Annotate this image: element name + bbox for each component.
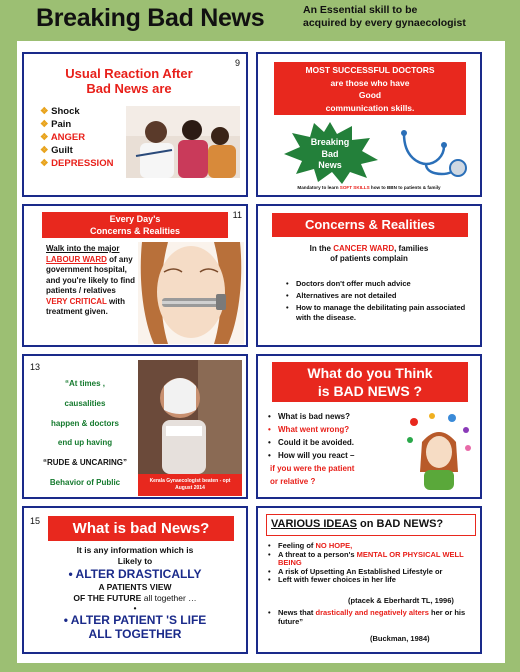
slide-usual-reaction — [22, 52, 248, 197]
list-item — [268, 576, 476, 585]
slide-number: 9 — [234, 58, 240, 68]
complaints-list — [286, 279, 472, 325]
alter-life-line-2: ALL TOGETHER — [88, 627, 182, 641]
reaction-label: ANGER — [50, 132, 86, 143]
injured-doctor-photo — [138, 360, 242, 474]
definition-line-4: A PATIENTS VIEW — [98, 582, 172, 592]
slide-causalities — [22, 354, 248, 499]
note-text-2: how to BBN to patients & family — [369, 185, 441, 190]
definition-line-5-tail: all together … — [141, 593, 197, 603]
photo-caption — [138, 474, 242, 496]
slide-concerns-realities — [256, 204, 482, 347]
list-item: • Could it be avoided. — [268, 436, 398, 449]
list-item: • How will you react – — [268, 449, 398, 462]
alter-drastically: • ALTER DRASTICALLY — [68, 567, 202, 581]
item-text: A risk of Upsetting An Established Lifestyle or — [278, 566, 443, 576]
note-text-1: Mandatory to learn — [297, 185, 340, 190]
banner-line-2: Concerns & Realities — [89, 225, 181, 236]
starburst-line-2: Bad — [321, 148, 339, 159]
banner-line-1: Every Day's — [109, 214, 161, 224]
diamond-bullet-icon: ❖ — [40, 145, 52, 156]
slide-number: 13 — [30, 362, 41, 372]
title-underlined: VARIOUS IDEAS — [271, 518, 357, 530]
slide-everyday-concerns — [22, 204, 248, 347]
starburst-label — [304, 137, 356, 172]
labour-ward-text — [46, 244, 136, 318]
thinking-woman-illustration — [404, 412, 474, 490]
item-text: Left with fewer choices in her life — [278, 575, 396, 585]
reaction-label: Guilt — [51, 145, 73, 156]
reaction-item — [40, 105, 113, 118]
question-line-2: or relative ? — [270, 477, 316, 486]
page-title: Breaking Bad News — [36, 4, 265, 32]
starburst-line-3: News — [318, 160, 342, 170]
title-line-1: Usual Reaction After — [65, 66, 193, 81]
banner-line-2: are those who have — [330, 77, 410, 88]
banner-line-2: is BAD NEWS ? — [317, 383, 423, 399]
slide-title — [24, 66, 234, 96]
cancer-ward-intro — [258, 244, 480, 264]
banner-line-3: Good — [358, 90, 382, 100]
note-highlight: SOFT SKILLS — [339, 185, 370, 190]
text-part-2: of any government hospital, and you're likely to find patients / relatives — [46, 254, 136, 295]
successful-doctors-banner — [274, 62, 466, 115]
diamond-bullet-icon: ❖ — [40, 132, 51, 143]
quote-line: causalities — [64, 398, 106, 408]
slide-various-ideas — [256, 506, 482, 654]
definition-line-5: OF THE FUTURE — [73, 593, 142, 603]
questions-list — [268, 410, 398, 462]
quote-line: “RUDE & UNCARING” — [43, 458, 127, 468]
definition-banner: What is bad News? — [48, 516, 234, 541]
everyday-concerns-banner — [42, 212, 228, 238]
list-item — [268, 551, 476, 568]
definition-line-1: It is any information which is — [76, 545, 194, 555]
banner-line-1: MOST SUCCESSFUL DOCTORS — [305, 65, 435, 75]
quote-line: “At times , — [64, 379, 105, 388]
item-text: A threat to a person's — [278, 549, 357, 559]
causalities-quote — [30, 374, 140, 493]
subtitle-line-1: An Essential skill to be — [303, 4, 418, 16]
patient-relative-question — [270, 462, 400, 488]
item-text: Feeling of — [278, 541, 316, 550]
list-item — [268, 609, 476, 626]
reaction-item — [40, 157, 113, 170]
title-rest: on BAD NEWS? — [356, 518, 444, 530]
slide-number: 11 — [232, 210, 242, 220]
intro-text-1: In the — [309, 244, 334, 253]
reaction-label: Shock — [51, 106, 80, 117]
intro-text-2: , families — [394, 244, 429, 253]
list-item: • What is bad news? — [268, 410, 398, 423]
caption-line-1: Kerala Gynaecologist beaten - opt — [149, 478, 231, 484]
text-highlight-1: LABOUR WARD — [46, 254, 107, 264]
slide-successful-doctors — [256, 52, 482, 197]
banner-line-4: communication skills. — [325, 102, 415, 113]
alter-life-line-1: • ALTER PATIENT 'S LIFE — [63, 613, 207, 627]
citation-ptacek: (ptacek & Eberhardt TL, 1996) — [348, 596, 454, 605]
quote-line: end up having — [57, 438, 113, 448]
reaction-list — [40, 105, 113, 170]
reaction-label: DEPRESSION — [51, 158, 114, 169]
reaction-item — [40, 118, 113, 131]
quote-line: Behavior of Public — [49, 477, 121, 487]
definition-line-2: Likely to — [117, 556, 153, 566]
list-item: • What went wrong? — [268, 423, 398, 436]
intro-highlight: CANCER WARD — [333, 244, 395, 253]
reaction-item — [40, 144, 113, 157]
title-line-2: Bad News are — [86, 81, 172, 96]
various-ideas-title — [266, 514, 476, 536]
citation-buckman: (Buckman, 1984) — [370, 634, 430, 643]
item-highlight: drastically and negatively alters — [315, 608, 429, 617]
slide-what-is-bad-news — [256, 354, 482, 499]
subtitle-line-2: acquired by every gynaecologist — [303, 17, 466, 29]
slide-definition — [22, 506, 248, 654]
reaction-label: Pain — [51, 119, 72, 130]
diamond-bullet-icon: ❖ — [40, 158, 52, 169]
text-part-1: Walk into the major — [46, 244, 120, 253]
question-line-1: if you were the patient — [270, 464, 355, 473]
diamond-bullet-icon: ❖ — [40, 119, 52, 130]
diamond-bullet-icon: ❖ — [40, 106, 52, 117]
caption-line-2: August 2014 — [175, 485, 205, 491]
item-text: News that — [278, 608, 316, 617]
list-item: • Doctors don't offer much advice — [286, 279, 472, 289]
text-highlight-2: VERY CRITICAL — [46, 296, 107, 306]
definition-bullet: • — [133, 604, 137, 613]
ideas-list — [268, 542, 476, 585]
slide-number: 15 — [30, 516, 41, 526]
concerns-banner: Concerns & Realities — [272, 213, 468, 237]
item-highlight: NO HOPE, — [315, 541, 353, 550]
ideas-list-2 — [268, 609, 476, 626]
text-part-3: with treatment given. — [46, 296, 125, 316]
zipped-mouth-illustration — [138, 242, 244, 344]
reaction-item — [40, 131, 113, 144]
page-subtitle — [303, 4, 515, 30]
doctor-patient-photo — [126, 106, 240, 178]
item-text-tail: her or his future” — [278, 608, 466, 626]
starburst-line-1: Breaking — [310, 137, 350, 147]
stethoscope-icon — [396, 128, 472, 180]
item-highlight: MENTAL OR PHYSICAL WELL BEING — [278, 549, 464, 568]
definition-text — [24, 545, 246, 641]
intro-line-2: of patients complain — [330, 254, 408, 263]
list-item: • Alternatives are not detailed — [286, 291, 472, 301]
quote-line: happen & doctors — [50, 418, 119, 428]
banner-line-1: What do you Think — [307, 365, 433, 381]
list-item: • How to manage the debilitating pain associated with the disease. — [286, 303, 472, 323]
what-do-you-think-banner — [272, 362, 468, 402]
soft-skills-note — [258, 185, 480, 190]
